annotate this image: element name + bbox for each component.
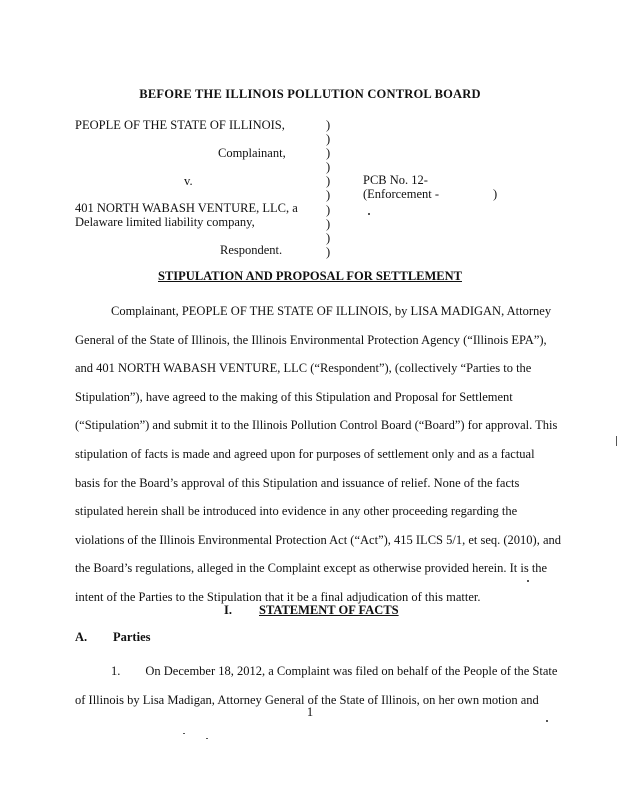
section-number: I. xyxy=(224,603,232,617)
caption-plaintiff: PEOPLE OF THE STATE OF ILLINOIS, xyxy=(75,118,285,132)
case-number: PCB No. 12- xyxy=(363,173,428,187)
intro-line: stipulated herein shall be introduced into evidence in any other proceeding regarding the xyxy=(75,504,518,519)
document-title-text: STIPULATION AND PROPOSAL FOR SETTLEMENT xyxy=(158,269,462,283)
scan-speck xyxy=(183,733,185,734)
page-number: 1 xyxy=(306,705,314,719)
subsection-title: Parties xyxy=(113,630,151,644)
caption-versus: v. xyxy=(184,174,193,188)
section-title: STATEMENT OF FACTS xyxy=(259,603,399,617)
scan-speck xyxy=(206,738,208,739)
scan-speck xyxy=(527,580,529,582)
subsection-number: A. xyxy=(75,630,88,644)
document-title xyxy=(0,269,620,284)
intro-line: General of the State of Illinois, the Illinois Environmental Protection Agency (“Illinois EPA”), xyxy=(75,332,547,347)
intro-line: and 401 NORTH WABASH VENTURE, LLC (“Respondent”), (collectively “Parties to the xyxy=(75,361,532,376)
intro-line: basis for the Board’s approval of this Stipulation and issuance of relief. None of the facts xyxy=(75,475,520,490)
paragraph-1-line: of Illinois by Lisa Madigan, Attorney General of the State of Illinois, on her own motion and xyxy=(75,692,539,707)
caption-defendant-line2: Delaware limited liability company, xyxy=(75,215,255,229)
case-type-close: ) xyxy=(493,187,498,201)
intro-line: intent of the Parties to the Stipulation that it be a final adjudication of this matter. xyxy=(75,589,481,604)
intro-line: the Board’s regulations, alleged in the Complaint except as otherwise provided herein. It is the xyxy=(75,561,548,576)
paragraph-1-line: 1. On December 18, 2012, a Complaint was filed on behalf of the People of the State xyxy=(111,664,558,678)
intro-line: Stipulation”), have agreed to the making of this Stipulation and Proposal for Settlement xyxy=(75,389,513,404)
court-heading: BEFORE THE ILLINOIS POLLUTION CONTROL BOARD xyxy=(139,87,481,101)
caption-defendant-line1: 401 NORTH WABASH VENTURE, LLC, a xyxy=(75,201,298,215)
intro-line: (“Stipulation”) and submit it to the Illinois Pollution Control Board (“Board”) for approval. This xyxy=(75,418,558,433)
intro-line: stipulation of facts is made and agreed upon for purposes of settlement only and as a factual xyxy=(75,446,535,461)
intro-paragraph xyxy=(75,297,562,612)
intro-line: violations of the Illinois Environmental Protection Act (“Act”), 415 ILCS 5/1, et seq. (2010), and xyxy=(75,532,562,547)
caption-parentheses: ) ) ) ) ) ) ) ) ) ) xyxy=(326,118,331,259)
caption-defendant-role: Respondent. xyxy=(220,243,283,257)
caption-plaintiff-role: Complainant, xyxy=(218,146,286,160)
intro-line: Complainant, PEOPLE OF THE STATE OF ILLINOIS, by LISA MADIGAN, Attorney xyxy=(111,304,552,318)
scan-speck xyxy=(368,213,370,215)
scan-speck xyxy=(616,436,617,446)
case-type: (Enforcement - xyxy=(363,187,440,201)
scan-speck xyxy=(546,720,548,722)
